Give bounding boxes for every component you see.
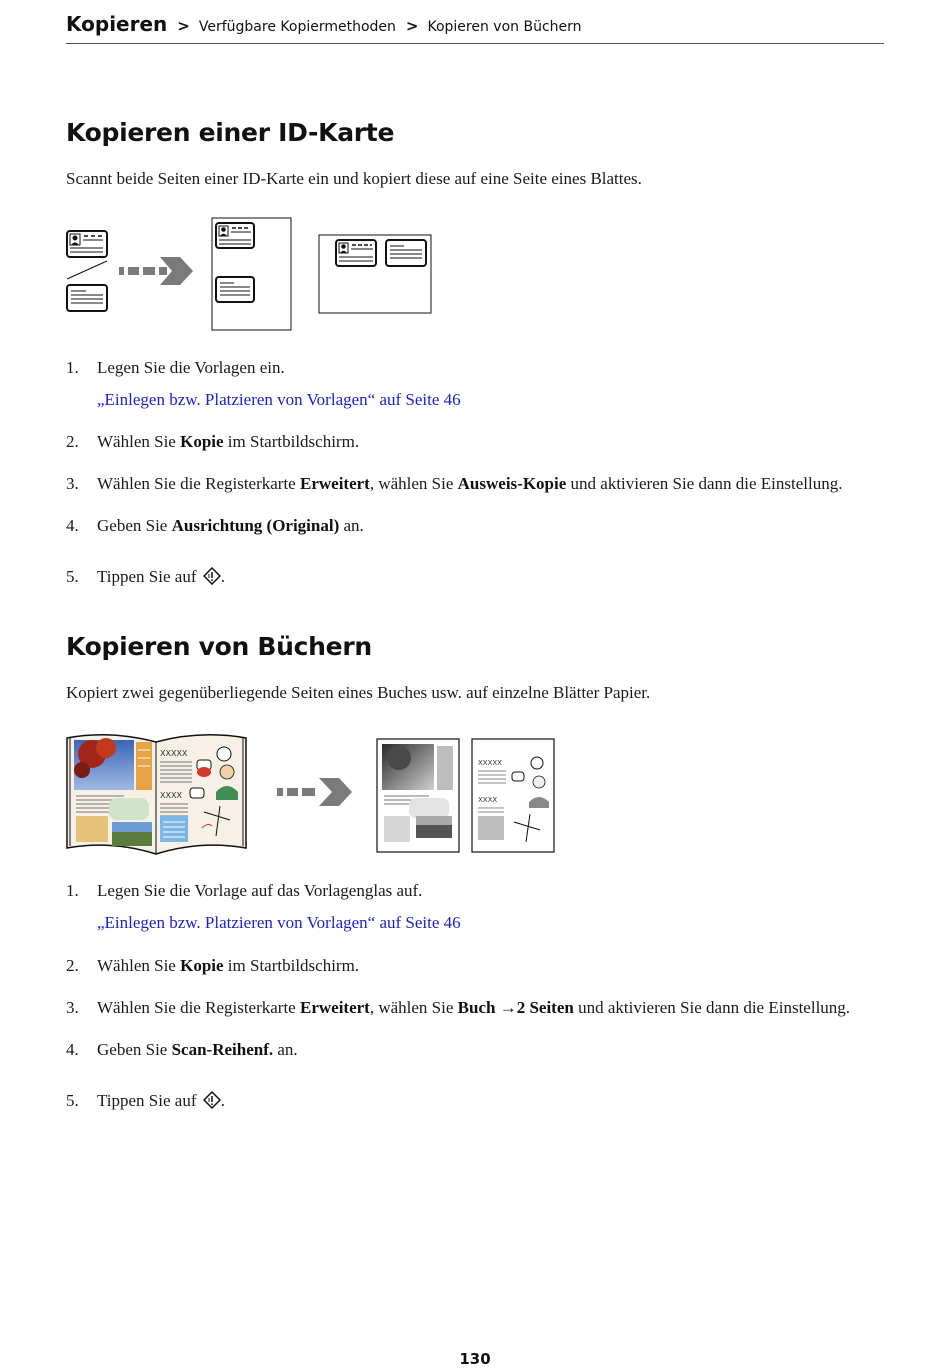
step-1-id: 1. Legen Sie die Vorlagen ein.	[66, 358, 285, 377]
step-5-book: 5. Tippen Sie auf .	[66, 1091, 225, 1110]
dashed-arrow-icon	[277, 778, 352, 806]
id-card-copy-figure	[64, 215, 436, 333]
book-xxxx-label: XXXX	[160, 791, 182, 800]
link-load-originals-book[interactable]: „Einlegen bzw. Platzieren von Vorlagen“ auf Seite 46	[97, 913, 461, 932]
link-load-originals[interactable]: „Einlegen bzw. Platzieren von Vorlagen“ auf Seite 46	[97, 390, 461, 409]
breadcrumb-main[interactable]: Kopieren	[66, 12, 168, 36]
step-3-book: 3. Wählen Sie die Registerkarte Erweitert, wählen Sie Buch →2 Seiten und aktivieren Sie dann die Einstellung.	[66, 998, 851, 1017]
section-title-books: Kopieren von Büchern	[66, 632, 372, 661]
book-copy-figure	[64, 730, 558, 856]
copy-xxxx-label: XXXX	[478, 796, 498, 804]
breadcrumb-separator: >	[177, 17, 190, 35]
step-2-book: 2. Wählen Sie Kopie im Startbildschirm.	[66, 956, 360, 975]
step-5-id: 5. Tippen Sie auf .	[66, 567, 225, 586]
open-book-image	[67, 735, 246, 854]
start-diamond-icon	[203, 1091, 221, 1109]
step-4-book: 4. Geben Sie Scan-Reihenf. an.	[66, 1040, 298, 1059]
step-1-book: 1. Legen Sie die Vorlage auf das Vorlagenglas auf.	[66, 881, 423, 900]
breadcrumb	[66, 12, 884, 44]
book-xxxxx-label: XXXXX	[160, 749, 188, 758]
section-intro-id-card: Scannt beide Seiten einer ID-Karte ein und kopiert diese auf eine Seite eines Blattes.	[66, 169, 642, 188]
copy-xxxxx-label: XXXXX	[478, 759, 502, 767]
breadcrumb-item-methods[interactable]: Verfügbare Kopiermethoden	[198, 19, 396, 35]
breadcrumb-separator: >	[405, 17, 419, 35]
breadcrumb-item-current[interactable]: Kopieren von Büchern	[427, 19, 582, 35]
section-intro-books: Kopiert zwei gegenüberliegende Seiten eines Buches usw. auf einzelne Blätter Papier.	[66, 683, 651, 702]
id-card-back-icon	[67, 285, 107, 311]
page-number: 130	[459, 1350, 491, 1368]
start-diamond-icon	[203, 567, 221, 585]
step-3-id: 3. Wählen Sie die Registerkarte Erweitert, wählen Sie Ausweis-Kopie und aktivieren Sie dann die Einstellung.	[66, 474, 843, 493]
id-card-front-icon	[67, 231, 107, 257]
step-4-id: 4. Geben Sie Ausrichtung (Original) an.	[66, 516, 364, 535]
step-2-id: 2. Wählen Sie Kopie im Startbildschirm.	[66, 432, 360, 451]
dashed-arrow-icon	[119, 257, 193, 285]
section-title-id-card: Kopieren einer ID-Karte	[66, 118, 395, 147]
